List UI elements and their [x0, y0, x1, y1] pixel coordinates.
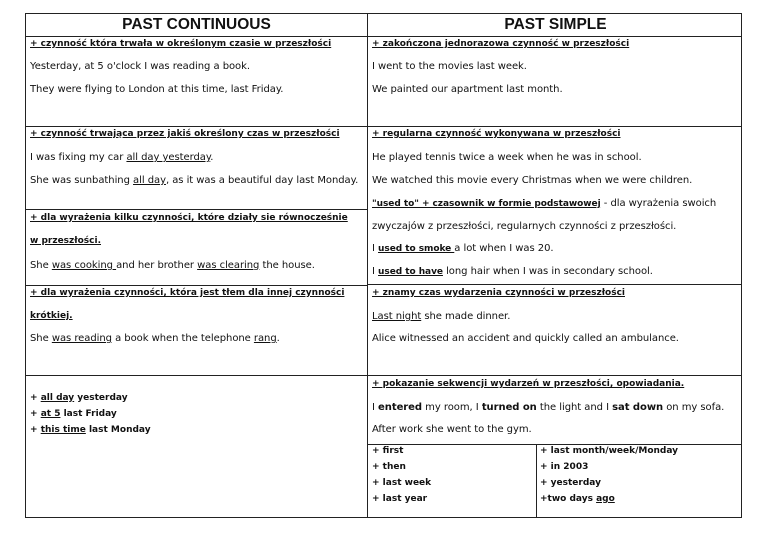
example-sentence: She was reading a book when the telephone rang. — [30, 333, 280, 344]
rule-heading: + pokazanie sekwencji wydarzeń w przeszłości, opowiadania. — [372, 379, 685, 389]
example-sentence: I entered my room, I turned on the light and I sat down on my sofa. — [372, 402, 725, 413]
example-sentence: Last night she made dinner. — [372, 311, 511, 322]
example-sentence: Alice witnessed an accident and quickly called an ambulance. — [372, 333, 679, 344]
list-box-divider — [536, 444, 537, 517]
example-sentence: After work she went to the gym. — [372, 424, 532, 435]
used-to-rule: "used to" + czasownik w formie podstawowej - dla wyrażenia swoich — [372, 198, 717, 209]
example-sentence: I used to smoke a lot when I was 20. — [372, 243, 554, 254]
rule-heading: krótkiej. — [30, 311, 73, 321]
rule-heading: + znamy czas wydarzenia czynności w przeszłości — [372, 288, 625, 298]
sequence-word: + then — [372, 462, 406, 472]
time-expression: + at 5 last Friday — [30, 409, 117, 419]
example-sentence: I was fixing my car all day yesterday. — [30, 152, 214, 163]
time-expression: + this time last Monday — [30, 425, 151, 435]
used-to-rule-continued: zwyczajów z przeszłości, regularnych czynności z przeszłości. — [372, 221, 677, 232]
example-sentence: We watched this movie every Christmas when we were children. — [372, 175, 693, 186]
header-past-continuous: PAST CONTINUOUS — [122, 16, 271, 33]
time-expression: +two days ago — [540, 494, 615, 504]
example-sentence: She was sunbathing all day, as it was a beautiful day last Monday. — [30, 175, 359, 186]
time-expression: + yesterday — [540, 478, 601, 488]
sequence-word: + last week — [372, 478, 432, 488]
row-divider-right-3 — [367, 284, 741, 285]
row-divider-4 — [26, 375, 741, 376]
time-expression: + last month/week/Monday — [540, 446, 679, 456]
grammar-table — [25, 13, 742, 518]
header-past-simple: PAST SIMPLE — [504, 16, 607, 33]
header-divider — [26, 36, 741, 37]
sequence-word: + last year — [372, 494, 428, 504]
row-divider-left-2 — [26, 209, 367, 210]
rule-heading: w przeszłości. — [30, 236, 101, 246]
rule-heading: + czynność która trwała w określonym czasie w przeszłości — [30, 39, 332, 49]
rule-heading: + regularna czynność wykonywana w przeszłości — [372, 129, 621, 139]
time-expression: + all day yesterday — [30, 393, 128, 403]
rule-heading: + czynność trwająca przez jakiś określony czas w przeszłości — [30, 129, 340, 139]
rule-heading: + zakończona jednorazowa czynność w przeszłości — [372, 39, 630, 49]
rule-heading: + dla wyrażenia kilku czynności, które działy sie równocześnie — [30, 213, 348, 223]
column-divider — [367, 14, 368, 517]
time-expression: + in 2003 — [540, 462, 589, 472]
example-sentence: Yesterday, at 5 o'clock I was reading a book. — [30, 61, 250, 72]
rule-heading: + dla wyrażenia czynności, która jest tłem dla innej czynności — [30, 288, 345, 298]
row-divider-left-3 — [26, 285, 367, 286]
example-sentence: I used to have long hair when I was in secondary school. — [372, 266, 653, 277]
list-box-top — [367, 444, 741, 445]
sequence-word: + first — [372, 446, 404, 456]
example-sentence: They were flying to London at this time, last Friday. — [30, 84, 284, 95]
example-sentence: I went to the movies last week. — [372, 61, 527, 72]
example-sentence: We painted our apartment last month. — [372, 84, 563, 95]
row-divider-1 — [26, 126, 741, 127]
example-sentence: She was cooking and her brother was clearing the house. — [30, 260, 315, 271]
example-sentence: He played tennis twice a week when he was in school. — [372, 152, 642, 163]
